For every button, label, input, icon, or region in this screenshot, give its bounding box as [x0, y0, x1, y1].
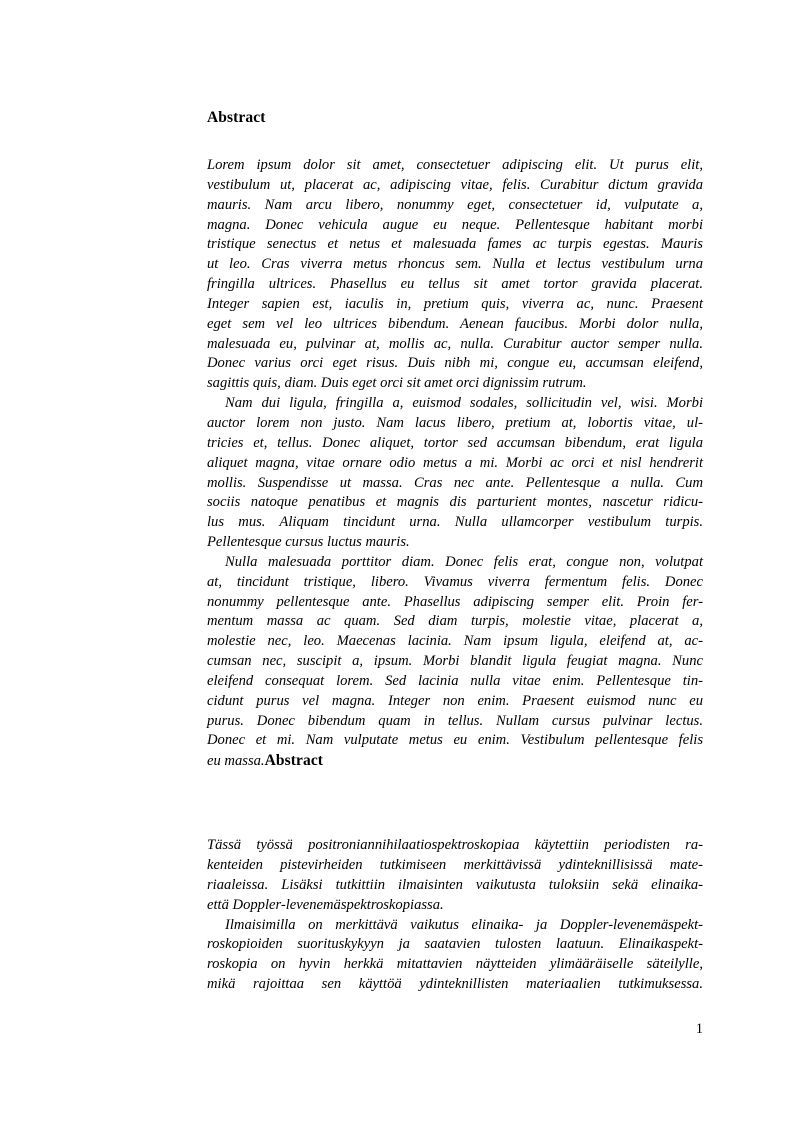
text-line: mauris. Nam arcu libero, nonummy eget, consectetuer id, vulputate a,: [207, 196, 703, 213]
text-line: eget sem vel leo ultrices bibendum. Aenean faucibus. Morbi dolor nulla,: [207, 315, 703, 332]
text-line: magna. Donec vehicula augue eu neque. Pellentesque habitant morbi: [207, 216, 703, 233]
text-line: Donec et mi. Nam vulputate metus eu enim. Vestibulum pellentesque felis: [207, 732, 703, 749]
text-line: Donec varius orci eget risus. Duis nibh mi, congue eu, accumsan eleifend,: [207, 355, 703, 372]
text-line: kenteiden pistevirheiden tutkimiseen merkittävissä ydinteknillisissä mate-: [207, 857, 703, 873]
text-line: molestie nec, leo. Maecenas lacinia. Nam ipsum ligula, eleifend at, ac-: [207, 633, 703, 650]
text-line-with-inline-heading: [207, 751, 703, 772]
abstract-paragraph-2: [207, 394, 703, 553]
text-line: cumsan nec, suscipit a, ipsum. Morbi blandit ligula feugiat magna. Nunc: [207, 653, 703, 670]
text-line: lus mus. Aliquam tincidunt urna. Nulla ullamcorper vestibulum turpis.: [207, 514, 703, 531]
text-line: Nulla malesuada porttitor diam. Donec felis erat, congue non, volutpat: [225, 553, 703, 570]
page-number: 1: [695, 1021, 703, 1037]
text-line: at, tincidunt tristique, libero. Vivamus viverra fermentum felis. Donec: [207, 573, 703, 590]
text-line: sagittis quis, diam. Duis eget orci sit amet orci dignissim rutrum.: [207, 375, 587, 392]
text-line: sociis natoque penatibus et magnis dis parturient montes, nascetur ridicu-: [207, 494, 703, 511]
text-line: mollis. Suspendisse ut massa. Cras nec ante. Pellentesque a nulla. Cum: [207, 474, 703, 491]
text-line: että Doppler-levenemäspektroskopiassa.: [207, 896, 444, 913]
text-line: ut leo. Cras viverra metus rhoncus sem. Nulla et lectus vestibulum urna: [207, 256, 703, 273]
text-line: Tässä työssä positroniannihilaatiospektroskopiaa käytettiin periodisten ra-: [207, 837, 703, 854]
text-line: mentum massa ac quam. Sed diam turpis, molestie vitae, placerat a,: [207, 613, 703, 630]
abstract-paragraph-1: [207, 156, 703, 394]
text-line: roskopia on hyvin herkkä mitattavien näytteiden ylimääräiselle säteilylle,: [207, 956, 703, 973]
text-line: mikä rajoittaa sen käyttöä ydinteknillisten materiaalien tutkimuksessa.: [207, 976, 703, 993]
abstract-paragraph-3: [207, 553, 703, 772]
section-spacer: [207, 772, 703, 836]
text-line: malesuada eu, pulvinar at, mollis ac, nulla. Curabitur auctor semper nulla.: [207, 335, 703, 352]
text-line: tristique senectus et netus et malesuada fames ac turpis egestas. Mauris: [207, 236, 703, 253]
text-line: Lorem ipsum dolor sit amet, consectetuer adipiscing elit. Ut purus elit,: [207, 157, 703, 173]
text-line: aliquet magna, vitae ornare odio metus a mi. Morbi ac orci et nisl hendrerit: [207, 454, 703, 471]
text-line: purus. Donec bibendum quam in tellus. Nullam cursus pulvinar lectus.: [207, 712, 703, 729]
text-line: vestibulum ut, placerat ac, adipiscing vitae, felis. Curabitur dictum gravida: [207, 176, 703, 193]
text-block: [207, 108, 703, 995]
text-line: roskopioiden suorituskykyyn ja saatavien tulosten laatuun. Elinaikaspekt-: [207, 936, 703, 953]
finnish-abstract-paragraph-1: [207, 836, 703, 915]
text-line: tricies et, tellus. Donec aliquet, tortor sed accumsan bibendum, erat ligula: [207, 434, 703, 451]
text-line: Pellentesque cursus luctus mauris.: [207, 534, 410, 551]
text-line: Ilmaisimilla on merkittävä vaikutus elinaika- ja Doppler-levenemäspekt-: [225, 916, 703, 933]
text-line: Nam dui ligula, fringilla a, euismod sodales, sollicitudin vel, wisi. Morbi: [225, 395, 703, 412]
text-line: eleifend consequat lorem. Sed lacinia nulla vitae enim. Pellentesque tin-: [207, 672, 703, 689]
text-line: auctor lorem non justo. Nam lacus libero, pretium at, lobortis vitae, ul-: [207, 414, 703, 431]
abstract-heading: Abstract: [207, 109, 266, 126]
text-line: fringilla ultrices. Phasellus eu tellus sit amet tortor gravida placerat.: [207, 276, 703, 293]
finnish-abstract-paragraph-2: [207, 916, 703, 995]
paragraph-tail: eu massa.: [207, 753, 265, 770]
text-line: riaaleissa. Lisäksi tutkittiin ilmaisinten vaikutusta tuloksiin sekä elinaika-: [207, 876, 703, 893]
finnish-abstract-inline-heading: Abstract: [264, 752, 324, 770]
text-line: Integer sapien est, iaculis in, pretium quis, viverra ac, nunc. Praesent: [207, 295, 703, 312]
text-line: nonummy pellentesque ante. Phasellus adipiscing semper elit. Proin fer-: [207, 593, 703, 610]
heading-spacer: [207, 128, 703, 156]
text-line: cidunt purus vel magna. Integer non enim. Praesent euismod nunc eu: [207, 692, 703, 709]
